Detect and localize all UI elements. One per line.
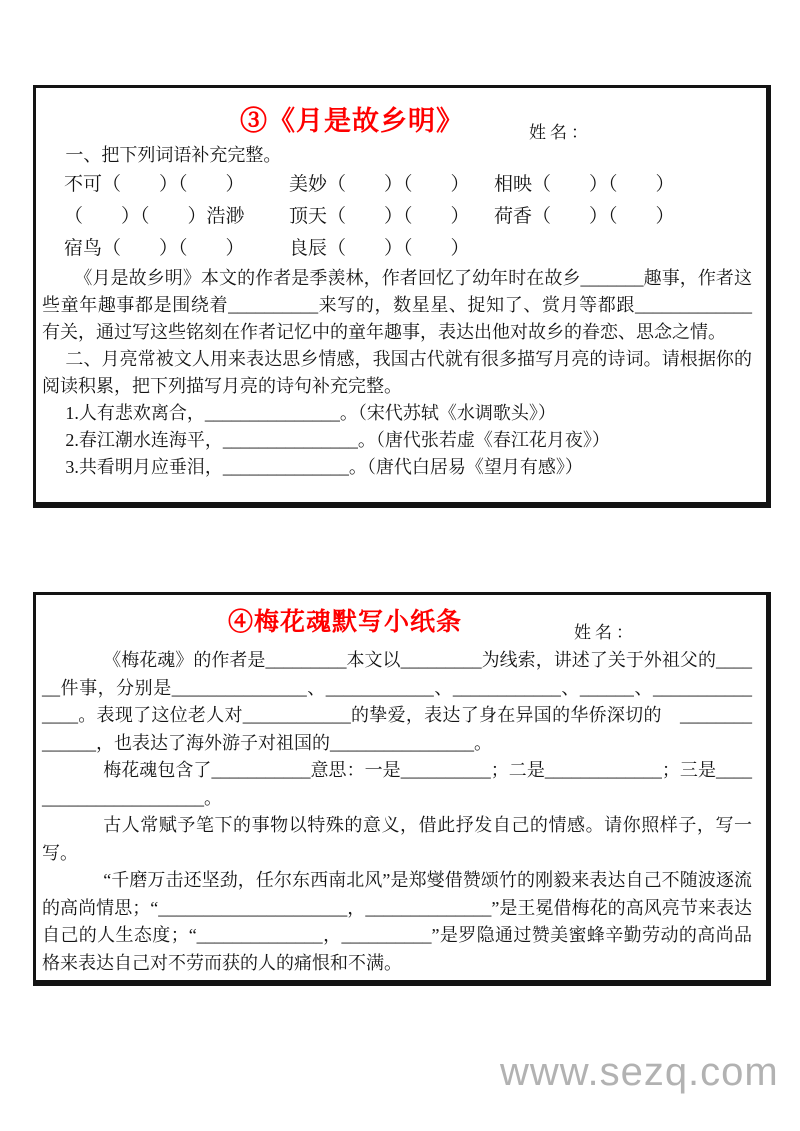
card-2-fill-in-paragraph-1: 《梅花魂》的作者是_________本文以_________为线索，讲述了关于外祖父的______件事，分别是_______________、____________、____________、______、_______________。表现了这位老人对____________的挚爱，表达了身在异国的华侨深切的 ______________，也表达了海外游子对祖国的________________。 bbox=[42, 650, 752, 753]
card-2-fill-in-paragraph-2: 梅花魂包含了___________意思：一是__________；二是_____________；三是______________________。 bbox=[42, 760, 752, 808]
card-2-instruction-paragraph: 古人常赋予笔下的事物以特殊的意义，借此抒发自己的情感。请你照样子，写一写。 bbox=[42, 815, 752, 863]
card-1-question-1-heading: 一、把下列词语补充完整。 bbox=[65, 145, 282, 165]
word-blank-item: 相映（ ）（ ） bbox=[494, 174, 675, 195]
word-blank-item: 不可（ ）（ ） bbox=[64, 174, 245, 195]
card-2-header bbox=[42, 601, 752, 647]
worksheet-card-meihuahun bbox=[33, 592, 771, 986]
card-1-fill-in-paragraph: 《月是故乡明》本文的作者是季羡林，作者回忆了幼年时在故乡_______趣事，作者这些童年趣事都是围绕着__________来写的，数星星、捉知了、赏月等都跟_____________有关，通过写这些铭刻在作者记忆中的童年趣事，表达出他对故乡的眷恋、思念之情。 bbox=[42, 268, 752, 342]
card-2-example-paragraph: “千磨万击还坚劲，任尔东西南北风”是郑燮借赞颂竹的刚毅来表达自己不随波逐流的高尚情思；“_____________________，______________”是王冕借梅花的高风亮节来表达自己的人生态度；“______________，__________”是罗隐通过赞美蜜蜂辛勤劳动的高尚品格来表达自己对不劳而获的人的痛恨和不满。 bbox=[42, 870, 752, 973]
poem-line-2: 2.春江潮水连海平，_______________。（唐代张若虚《春江花月夜》） bbox=[65, 430, 610, 450]
word-blank-item: 宿鸟（ ）（ ） bbox=[64, 238, 245, 259]
card-1-title: ③《月是故乡明》 bbox=[240, 106, 464, 136]
word-completion-grid bbox=[64, 169, 752, 265]
poem-line-3: 3.共看明月应垂泪，______________。（唐代白居易《望月有感》） bbox=[65, 457, 583, 477]
worksheet-card-yueshiguxiangming bbox=[33, 85, 771, 508]
poem-line-1: 1.人有悲欢离合，_______________。（宋代苏轼《水调歌头》） bbox=[65, 403, 556, 423]
card-1-name-field-label: 姓名： bbox=[529, 123, 592, 142]
word-blank-item: 顶天（ ）（ ） bbox=[289, 206, 470, 227]
card-2-name-field-label: 姓名： bbox=[574, 623, 637, 642]
word-blank-item: （ ）（ ）浩渺 bbox=[64, 206, 245, 227]
word-blank-item: 荷香（ ）（ ） bbox=[494, 206, 675, 227]
word-blank-item bbox=[494, 233, 752, 265]
card-2-title: ④梅花魂默写小纸条 bbox=[227, 608, 462, 636]
word-blank-item: 美妙（ ）（ ） bbox=[289, 174, 470, 195]
site-watermark: www.sezq.com bbox=[500, 1050, 779, 1094]
card-1-question-2-heading: 二、月亮常被文人用来表达思乡情感，我国古代就有很多描写月亮的诗词。请根据你的阅读积累，把下列描写月亮的诗句补充完整。 bbox=[42, 349, 752, 396]
card-1-header bbox=[42, 94, 752, 142]
word-blank-item: 良辰（ ）（ ） bbox=[289, 238, 470, 259]
